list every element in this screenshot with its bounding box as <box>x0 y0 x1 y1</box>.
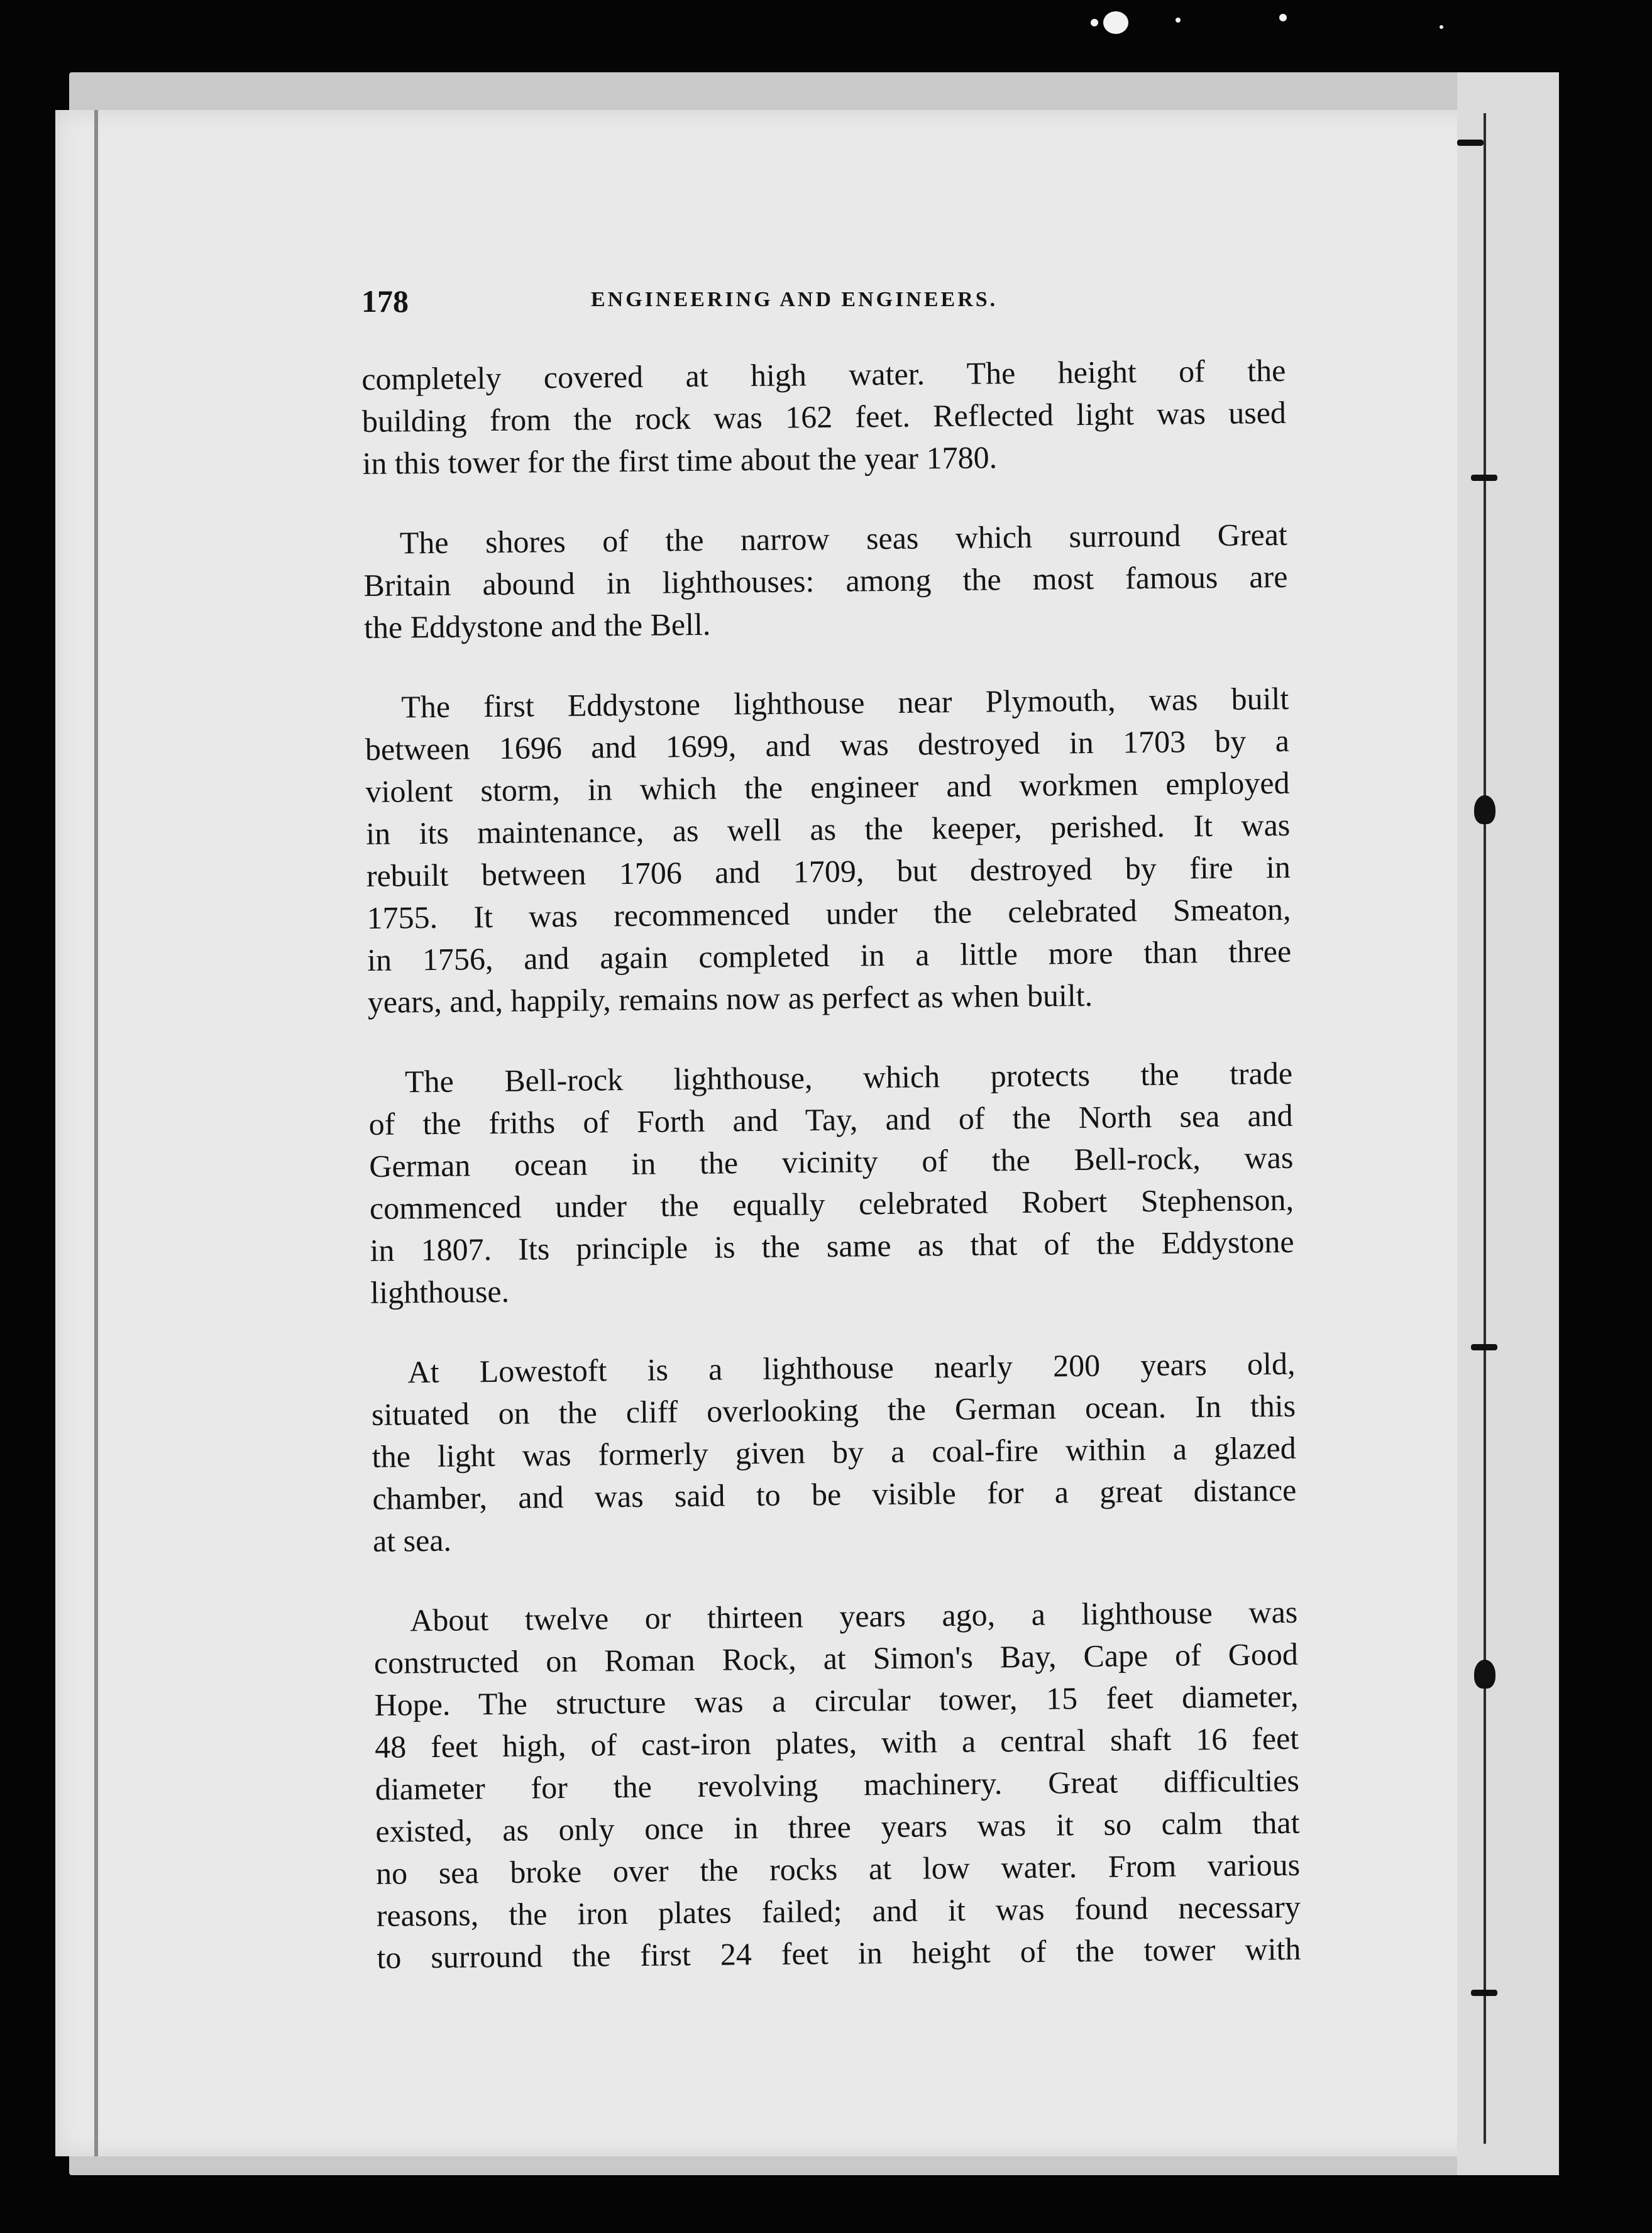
text-line: existed, as only once in three years was it so calm that <box>375 1804 1300 1849</box>
text-line: situated on the cliff overlooking the German ocean. In this <box>371 1387 1296 1432</box>
text-line: Britain abound in lighthouses: among the most famous are <box>363 558 1288 603</box>
page-left-edge <box>94 110 98 2156</box>
text-line: no sea broke over the rocks at low water. From various <box>375 1846 1301 1891</box>
text-line: in this tower for the first time about the year 1780. <box>362 439 998 481</box>
binding-mark <box>1457 140 1484 146</box>
text-line: in 1756, and again completed in a little more than three <box>366 933 1292 978</box>
binding-mark <box>1471 1990 1497 1996</box>
text-line: The Bell-rock lighthouse, which protects the trade <box>404 1055 1293 1100</box>
text-line: diameter for the revolving machinery. Great difficulties <box>375 1762 1300 1807</box>
text-line: the Eddystone and the Bell. <box>363 606 711 645</box>
paragraph <box>365 678 1292 1023</box>
text-line: in its maintenance, as well as the keeper, perished. It was <box>365 807 1291 851</box>
text-line: commenced under the equally celebrated Robert Stephenson, <box>369 1181 1294 1226</box>
text-line: rebuilt between 1706 and 1709, but destroyed by fire in <box>366 849 1291 893</box>
binding-mark <box>1474 795 1495 824</box>
text-line: 48 feet high, of cast-iron plates, with a central shaft 16 feet <box>374 1720 1299 1765</box>
text-line: German ocean in the vicinity of the Bell-rock, was <box>369 1139 1294 1184</box>
page-number: 178 <box>361 284 409 319</box>
text-line: of the friths of Forth and Tay, and of the North sea and <box>368 1097 1293 1142</box>
body-text <box>361 350 1301 2017</box>
paragraph <box>368 1052 1295 1314</box>
text-line: at sea. <box>372 1522 452 1558</box>
text-line: reasons, the iron plates failed; and it was found necessary <box>376 1888 1301 1933</box>
text-line: completely covered at high water. The height of the <box>361 352 1286 397</box>
paragraph <box>361 350 1287 485</box>
text-line: The shores of the narrow seas which surround Great <box>399 516 1288 561</box>
text-line: About twelve or thirteen years ago, a lighthouse was <box>410 1594 1298 1638</box>
text-line: to surround the first 24 feet in height of the tower with <box>377 1931 1301 1975</box>
paragraph <box>363 514 1289 649</box>
binding-line <box>1484 113 1486 2144</box>
text-line: in 1807. Its principle is the same as that of the Eddystone <box>370 1223 1294 1268</box>
text-line: lighthouse. <box>370 1273 510 1310</box>
text-line: between 1696 and 1699, and was destroyed in 1703 by a <box>365 722 1290 767</box>
text-line: chamber, and was said to be visible for a great distance <box>372 1472 1297 1516</box>
text-line: constructed on Roman Rock, at Simon's Bay, Cape of Good <box>373 1636 1299 1680</box>
text-line: At Lowestoft is a lighthouse nearly 200 years old, <box>407 1345 1296 1390</box>
binding-mark <box>1471 1344 1497 1350</box>
page-right-margin-strip <box>1457 72 1559 2175</box>
text-line: The first Eddystone lighthouse near Plymouth, was built <box>401 680 1289 725</box>
running-head: ENGINEERING AND ENGINEERS. <box>591 288 998 311</box>
binding-mark <box>1471 475 1497 481</box>
text-line: 1755. It was recommenced under the celebrated Smeaton, <box>366 891 1291 935</box>
binding-mark <box>1474 1660 1495 1689</box>
paragraph <box>373 1591 1301 1979</box>
text-line: building from the rock was 162 feet. Reflected light was used <box>361 394 1287 439</box>
text-line: the light was formerly given by a coal-fire within a glazed <box>372 1430 1296 1474</box>
text-line: Hope. The structure was a circular tower, 15 feet diameter, <box>374 1678 1299 1723</box>
text-line: violent storm, in which the engineer and workmen employed <box>365 764 1290 809</box>
paragraph <box>371 1343 1297 1562</box>
text-line: years, and, happily, remains now as perfect as when built. <box>367 977 1093 1020</box>
page-header <box>361 283 1273 327</box>
